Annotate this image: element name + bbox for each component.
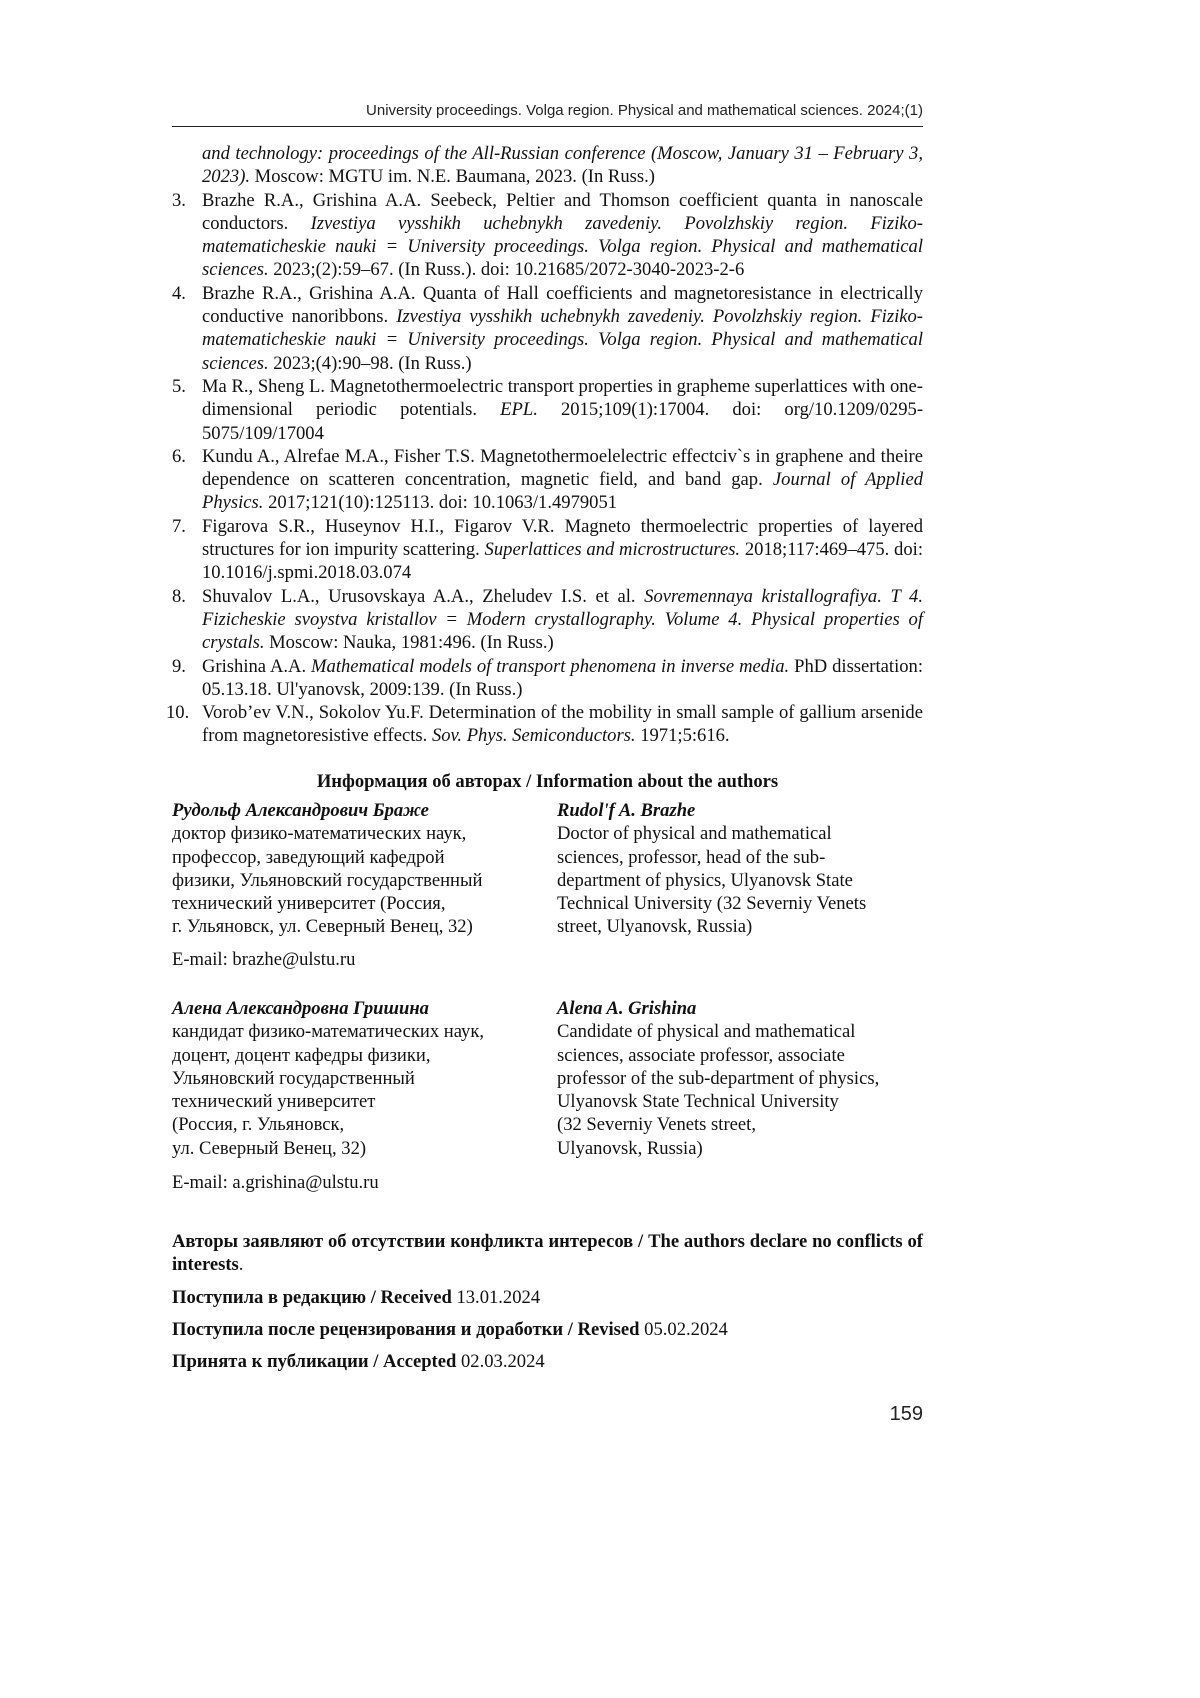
author-info-line: Ульяновский государственный (172, 1067, 415, 1089)
reference-item (172, 515, 923, 585)
reference-number: 7. (172, 515, 186, 537)
author-block (172, 799, 923, 939)
reference-source: Izvestiya vysshikh uchebnykh zavedeniy. Povolzhskiy region. Fiziko-matematicheskie nauki = University proceedings. Volga region. Physical and mathematical sciences. (202, 306, 923, 374)
author-name-russian: Алена Александровна Гришина (172, 998, 429, 1019)
reference-source: Superlattices and microstructures. (484, 539, 741, 561)
conflict-of-interest-label: Авторы заявляют об отсутствии конфликта интересов / The authors declare no conflicts of interests (172, 1231, 923, 1276)
reference-details: 2023;(2):59–67. (In Russ.). doi: 10.21685/2072-3040-2023-2-6 (268, 259, 745, 281)
accepted-label: Принята к публикации / Accepted (172, 1351, 457, 1373)
reference-number: 10. (166, 702, 190, 724)
page-number: 159 (889, 1403, 923, 1425)
reference-number: 9. (172, 655, 186, 677)
author-info-line: Ulyanovsk State Technical University (557, 1091, 839, 1113)
reference-details: Moscow: Nauka, 1981:496. (In Russ.) (264, 632, 554, 654)
running-head: University proceedings. Volga region. Physical and mathematical sciences. 2024;(1) (366, 102, 923, 119)
authors-section-title: Информация об авторах / Information about the authors (316, 771, 779, 792)
author-info-line: г. Ульяновск, ул. Северный Венец, 32) (172, 916, 473, 938)
reference-number: 6. (172, 445, 186, 467)
revised-date-note (172, 1318, 923, 1341)
author-info-line: доктор физико-математических наук, (172, 823, 467, 845)
received-date-note (172, 1286, 923, 1309)
article-notes (172, 1230, 923, 1373)
author-info-line: ул. Северный Венец, 32) (172, 1137, 367, 1159)
reference-source: EPL. (500, 399, 538, 421)
reference-authors-title: Ma R., Sheng L. Magnetothermoelectric transport properties in grapheme superlattices with one-dimensional periodic potentials. (202, 375, 923, 421)
author-info-line: технический университет (Россия, (172, 893, 446, 915)
reference-authors-title: Figarova S.R., Huseynov H.I., Figarov V.R. Magneto thermoelectric properties of layered structures for ion impurity scattering. (202, 515, 923, 561)
author-info-russian (172, 799, 532, 939)
author-name-russian: Рудольф Александрович Браже (172, 800, 429, 821)
reference-authors-title: Shuvalov L.A., Urusovskaya A.A., Zheludev I.S. et al. (202, 585, 645, 607)
reference-authors-title: Kundu A., Alrefae M.A., Fisher T.S. Magnetothermoelelectric effectciv`s in graphene and theire dependence on scatteren concentration, magnetic field, and band gap. (202, 445, 923, 491)
author-info-line: professor of the sub-department of physics, (557, 1067, 880, 1089)
reference-item (172, 655, 923, 702)
author-email: E-mail: a.grishina@ulstu.ru (172, 1172, 379, 1193)
reference-details: 2018;117:469–475. doi: 10.1016/j.spmi.2018.03.074 (202, 539, 923, 584)
reference-details: 2017;121(10):125113. doi: 10.1063/1.4979051 (263, 492, 618, 514)
reference-source: Journal of Applied Physics. (202, 469, 923, 514)
reference-number: 8. (172, 585, 186, 607)
author-info-line: sciences, associate professor, associate (557, 1044, 845, 1066)
conflict-of-interest-note (172, 1230, 923, 1277)
reference-number: 5. (172, 375, 186, 397)
reference-item (166, 701, 923, 748)
reference-source: Mathematical models of transport phenomena in inverse media. (311, 655, 790, 677)
author-block (172, 997, 923, 1162)
reference-details: PhD dissertation: 05.13.18. Ul'yanovsk, 2009:139. (In Russ.) (202, 655, 923, 700)
reference-authors-title: Grishina A.A. (202, 655, 312, 677)
author-info-line: физики, Ульяновский государственный (172, 869, 483, 891)
reference-authors-title: Brazhe R.A., Grishina A.A. Seebeck, Peltier and Thomson coefficient quanta in nanoscale conductors. (202, 189, 923, 234)
reference-item (172, 282, 923, 375)
reference-details: 1971;5:616. (635, 725, 730, 747)
revised-label: Поступила после рецензирования и доработки / Revised (172, 1318, 640, 1340)
author-info-line: технический университет (172, 1091, 376, 1113)
author-info-line: кандидат физико-математических наук, (172, 1021, 485, 1043)
reference-details: 2015;109(1):17004. doi: org/10.1209/0295-5075/109/17004 (202, 399, 924, 444)
reference-continuation-italic: and technology: proceedings of the All-Russian conference (Moscow, January 31 – February 3, 2023). (202, 143, 923, 188)
reference-source: Sovremennaya kristallografiya. T 4. Fizicheskie svoystva kristallov = Modern crystallography. Volume 4. Physical properties of crystals. (202, 585, 923, 654)
reference-number: 4. (172, 282, 186, 304)
author-info-line: доцент, доцент кафедры физики, (172, 1044, 431, 1066)
accepted-date-note (172, 1350, 923, 1373)
author-info-line: (32 Severniy Venets street, (557, 1114, 756, 1136)
reference-number: 3. (172, 189, 186, 211)
reference-source: Sov. Phys. Semiconductors. (431, 725, 636, 747)
author-info-line: department of physics, Ulyanovsk State (557, 869, 853, 891)
author-name-english: Alena A. Grishina (557, 998, 697, 1019)
reference-item (172, 445, 923, 515)
reference-item (172, 585, 923, 655)
author-info-line: профессор, заведующий кафедрой (172, 846, 445, 868)
reference-item (172, 189, 923, 282)
revised-date: 05.02.2024 (639, 1318, 728, 1340)
author-info-line: street, Ulyanovsk, Russia) (557, 916, 753, 938)
author-info-line: Candidate of physical and mathematical (557, 1021, 856, 1043)
author-name-english: Rudol'f A. Brazhe (557, 800, 696, 821)
author-info-russian (172, 997, 532, 1160)
header-divider (172, 126, 923, 127)
author-info-line: Ulyanovsk, Russia) (557, 1137, 703, 1159)
accepted-date: 02.03.2024 (456, 1351, 545, 1373)
reference-source: Izvestiya vysshikh uchebnykh zavedeniy. Povolzhskiy region. Fiziko-matematicheskie nauki = University proceedings. Volga region. Physical and mathematical sciences. (202, 212, 923, 281)
author-email: E-mail: brazhe@ulstu.ru (172, 949, 356, 970)
author-info-english (557, 997, 923, 1160)
author-info-line: Technical University (32 Severniy Venets (557, 893, 867, 915)
reference-item (172, 375, 923, 445)
author-info-line: sciences, professor, head of the sub- (557, 846, 826, 868)
reference-details: 2023;(4):90–98. (In Russ.) (268, 352, 472, 374)
reference-authors-title: Brazhe R.A., Grishina A.A. Quanta of Hall coefficients and magnetoresistance in electrically conductive nanoribbons. (202, 282, 923, 328)
reference-authors-title: Vorob’ev V.N., Sokolov Yu.F. Determination of the mobility in small sample of gallium arsenide from magnetoresistive effects. (202, 702, 923, 747)
reference-continuation-rest: Moscow: MGTU im. N.E. Baumana, 2023. (In Russ.) (250, 166, 655, 188)
reference-list (166, 142, 924, 748)
author-info-line: Doctor of physical and mathematical (557, 823, 832, 845)
author-info-line: (Россия, г. Ульяновск, (172, 1114, 345, 1136)
conflict-of-interest-end: . (238, 1254, 244, 1276)
author-info-english (557, 799, 923, 939)
reference-continuation (172, 142, 923, 189)
received-date: 13.01.2024 (451, 1286, 541, 1308)
received-label: Поступила в редакцию / Received (172, 1286, 452, 1308)
